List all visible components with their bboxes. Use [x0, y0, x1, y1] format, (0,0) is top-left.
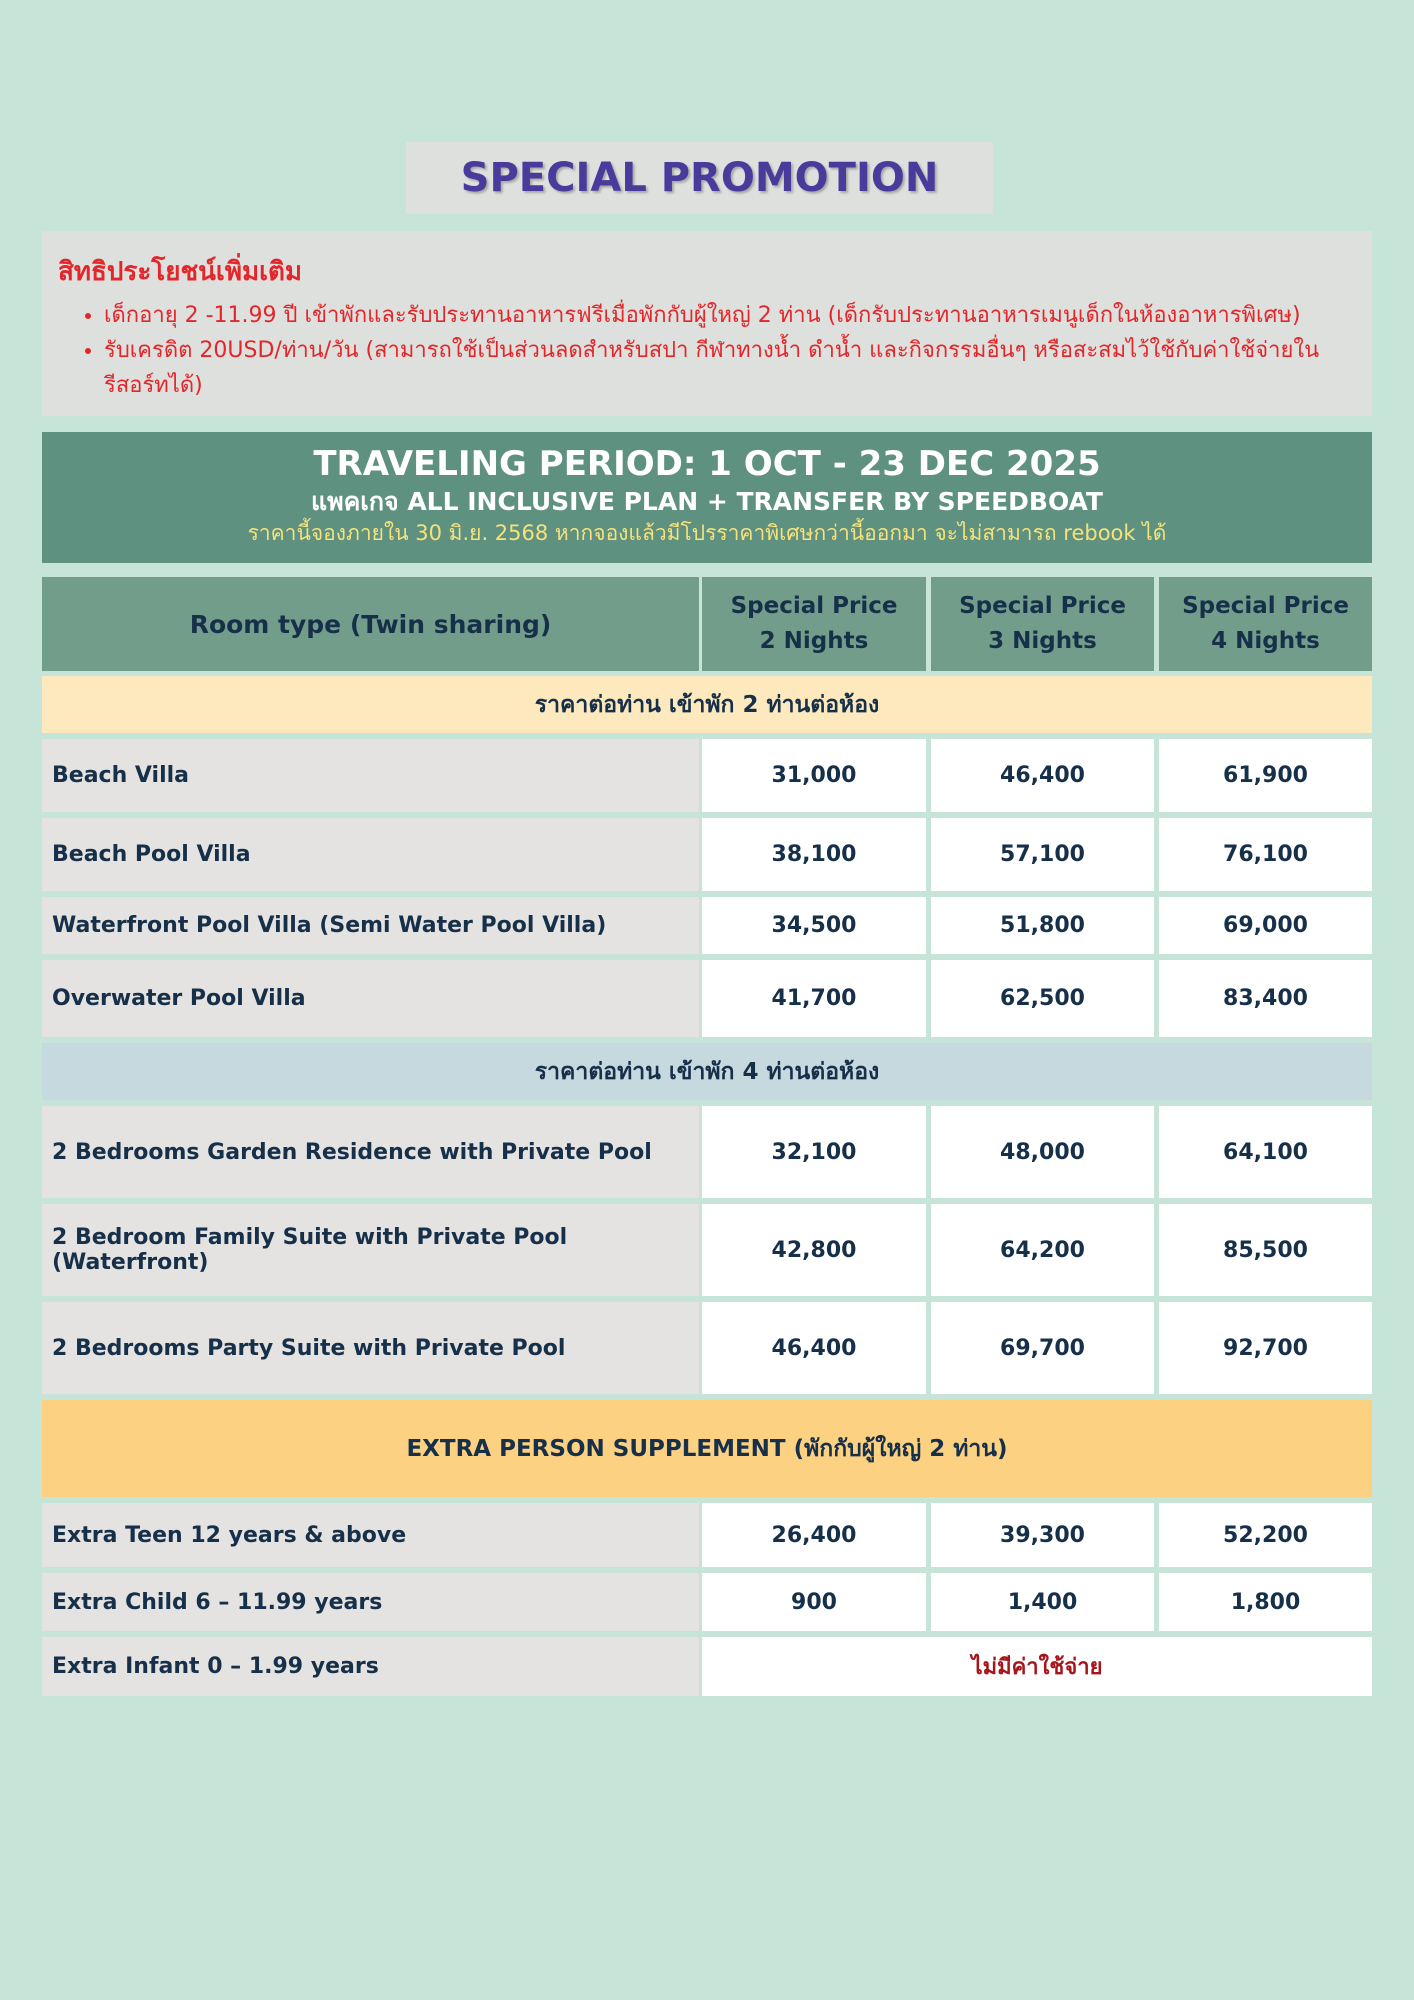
table-row — [42, 1302, 1372, 1394]
price-4-nights: 83,400 — [1159, 960, 1372, 1037]
price-3-nights: 57,100 — [931, 818, 1154, 891]
section-4-guests: ราคาต่อท่าน เข้าพัก 4 ท่านต่อห้อง — [42, 1043, 1372, 1100]
benefits-panel — [42, 231, 1372, 416]
price-2-nights: 900 — [702, 1573, 926, 1631]
benefit-item: • เด็กอายุ 2 -11.99 ปี เข้าพักและรับประทานอาหารฟรีเมื่อพักกับผู้ใหญ่ 2 ท่าน (เด็กรับประทานอาหารเมนูเด็กในห้องอาหารพิเศษ) — [104, 298, 1356, 333]
table-header — [42, 577, 1372, 671]
extra-name: Extra Infant 0 – 1.99 years — [42, 1637, 699, 1696]
section-extra-person: EXTRA PERSON SUPPLEMENT (พักกับผู้ใหญ่ 2 ท่าน) — [42, 1400, 1372, 1497]
price-2-nights: 41,700 — [702, 960, 926, 1037]
price-4-nights: 69,000 — [1159, 897, 1372, 954]
price-3-nights: 62,500 — [931, 960, 1154, 1037]
table-row — [42, 1573, 1372, 1631]
title-banner — [406, 142, 993, 214]
price-4-nights: 52,200 — [1159, 1503, 1372, 1567]
price-2-nights: 34,500 — [702, 897, 926, 954]
benefits-heading: สิทธิประโยชน์เพิ่มเติม — [58, 257, 303, 287]
price-3-nights: 1,400 — [931, 1573, 1154, 1631]
room-name: 2 Bedrooms Party Suite with Private Pool — [42, 1302, 699, 1394]
price-3-nights: 48,000 — [931, 1106, 1154, 1198]
price-3-nights: 64,200 — [931, 1204, 1154, 1296]
table-row — [42, 960, 1372, 1037]
table-row — [42, 1106, 1372, 1198]
price-4-nights: 64,100 — [1159, 1106, 1372, 1198]
room-name: Beach Pool Villa — [42, 818, 699, 891]
room-name: 2 Bedroom Family Suite with Private Pool (Waterfront) — [42, 1204, 699, 1296]
benefits-list — [58, 298, 1356, 403]
price-4-nights: 92,700 — [1159, 1302, 1372, 1394]
table-row — [42, 739, 1372, 812]
price-2-nights: 38,100 — [702, 818, 926, 891]
price-2-nights: 32,100 — [702, 1106, 926, 1198]
no-charge-note: ไม่มีค่าใช้จ่าย — [702, 1637, 1372, 1696]
benefit-item: • รับเครดิต 20USD/ท่าน/วัน (สามารถใช้เป็นส่วนลดสำหรับสปา กีฬาทางน้ำ ดำน้ำ และกิจกรรมอื่นๆ หรือสะสมไว้ใช้กับค่าใช้จ่ายในรีสอร์ทได้) — [104, 333, 1356, 403]
page-title: SPECIAL PROMOTION — [460, 155, 939, 201]
period-banner — [42, 432, 1372, 563]
header-room-type: Room type (Twin sharing) — [42, 577, 699, 671]
table-row — [42, 897, 1372, 954]
room-name: 2 Bedrooms Garden Residence with Private Pool — [42, 1106, 699, 1198]
table-row — [42, 1637, 1372, 1696]
price-2-nights: 46,400 — [702, 1302, 926, 1394]
extra-name: Extra Teen 12 years & above — [42, 1503, 699, 1567]
header-2-nights: Special Price 2 Nights — [702, 577, 926, 671]
table-row — [42, 818, 1372, 891]
booking-note: ราคานี้จองภายใน 30 มิ.ย. 2568 หากจองแล้วมีโปรราคาพิเศษกว่านี้ออกมา จะไม่สามารถ rebook ได้ — [247, 521, 1167, 545]
table-row — [42, 1204, 1372, 1296]
extra-name: Extra Child 6 – 11.99 years — [42, 1573, 699, 1631]
price-4-nights: 61,900 — [1159, 739, 1372, 812]
traveling-period: TRAVELING PERIOD: 1 OCT - 23 DEC 2025 — [313, 444, 1101, 484]
price-2-nights: 26,400 — [702, 1503, 926, 1567]
price-4-nights: 1,800 — [1159, 1573, 1372, 1631]
price-3-nights: 69,700 — [931, 1302, 1154, 1394]
header-3-nights: Special Price 3 Nights — [931, 577, 1154, 671]
room-name: Overwater Pool Villa — [42, 960, 699, 1037]
header-4-nights: Special Price 4 Nights — [1159, 577, 1372, 671]
price-3-nights: 39,300 — [931, 1503, 1154, 1567]
price-4-nights: 85,500 — [1159, 1204, 1372, 1296]
table-row — [42, 1503, 1372, 1567]
price-2-nights: 42,800 — [702, 1204, 926, 1296]
price-4-nights: 76,100 — [1159, 818, 1372, 891]
price-3-nights: 51,800 — [931, 897, 1154, 954]
package-name: แพคเกจ ALL INCLUSIVE PLAN + TRANSFER BY SPEEDBOAT — [310, 487, 1103, 516]
price-2-nights: 31,000 — [702, 739, 926, 812]
room-name: Waterfront Pool Villa (Semi Water Pool Villa) — [42, 897, 699, 954]
price-3-nights: 46,400 — [931, 739, 1154, 812]
section-2-guests: ราคาต่อท่าน เข้าพัก 2 ท่านต่อห้อง — [42, 676, 1372, 733]
room-name: Beach Villa — [42, 739, 699, 812]
